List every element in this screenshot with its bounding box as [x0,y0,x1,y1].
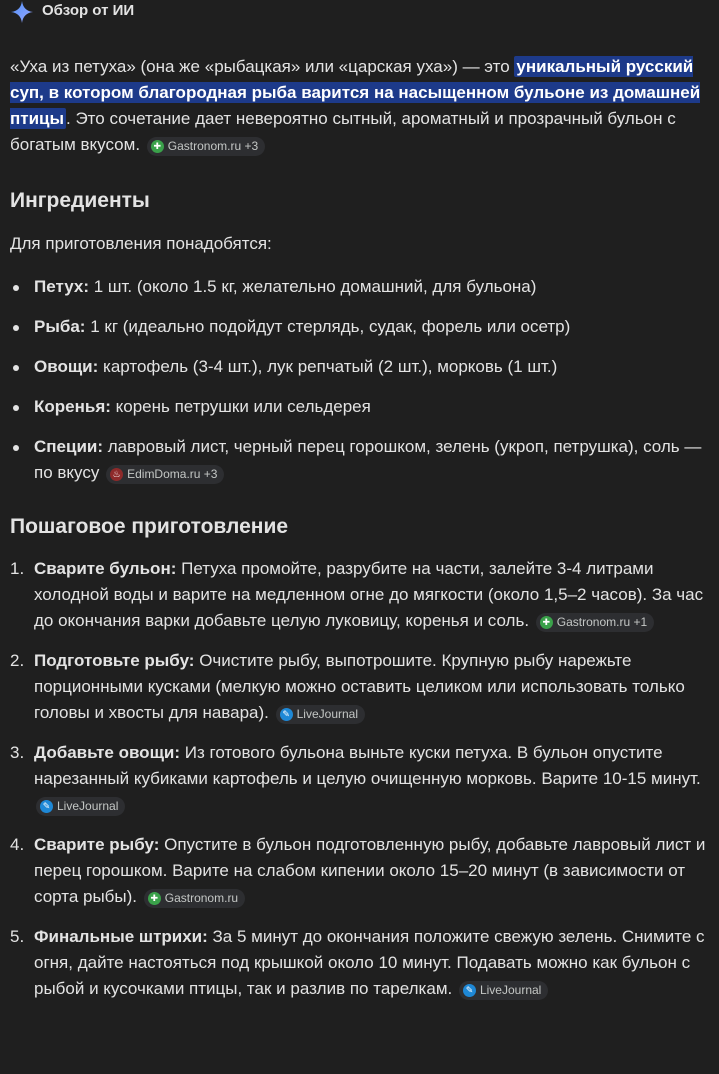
source-chip-label: Gastronom.ru +3 [167,139,259,153]
ingredient-label: Овощи: [34,357,99,376]
ingredients-heading: Ингредиенты [10,189,150,212]
intro-text-before: «Уха из петуха» (она же «рыбацкая» или «царская уха») — это [10,57,515,76]
ingredient-item [10,394,710,420]
ingredient-label: Коренья: [34,397,111,416]
step-item [10,924,710,1002]
step-number: 3. [10,743,25,762]
step-text: Очистите рыбу, выпотрошите. Крупную рыбу нарежьте порционными кусками (мелкую можно оставить целиком или использовать только головы и хвосты для навара). [34,651,685,722]
step-label: Добавьте овощи: [34,743,181,762]
ingredient-text: лавровый лист, черный перец горошком, зелень (укроп, петрушка), соль — по вкусу [34,437,702,482]
step-text: Петуха промойте, разрубите на части, залейте 3-4 литрами холодной воды и варите на медленном огне до мягкости (около 1,5–2 часов). За час до окончания варки добавьте целую луковицу, коренья и соль. [34,559,704,630]
ingredient-text: корень петрушки или сельдерея [115,397,371,416]
gemini-spark-icon [10,0,34,24]
step-number: 4. [10,835,25,854]
source-chip-label: Gastronom.ru [164,891,239,905]
step-text: Опустите в бульон подготовленную рыбу, добавьте лавровый лист и перец горошком. Варите на слабом кипении около 15–20 минут (в зависимости от сорта рыбы). [34,835,706,906]
ingredient-text: 1 кг (идеально подойдут стерлядь, судак, форель или осетр) [90,317,571,336]
ingredient-label: Петух: [34,277,89,296]
ingredient-item [10,314,710,340]
step-number: 5. [10,927,25,946]
step-item [10,740,710,818]
gastronom-favicon-icon: ✚ [151,140,164,153]
intro-paragraph [10,54,710,158]
steps-heading: Пошаговое приготовление [10,515,289,538]
intro-highlight: уникальный русский суп, в котором благородная рыба варится на насыщенном бульоне из домашней птицы [10,57,701,128]
source-chip-label: Gastronom.ru +1 [556,615,648,629]
steps-list [10,556,710,1016]
source-chip[interactable] [144,889,245,908]
step-text: За 5 минут до окончания положите свежую зелень. Снимите с огня, дайте настояться под крышкой около 10 минут. Подавать можно как бульон с рыбой и кусочками птицы, так и разлив по тарелкам. [34,927,705,998]
ingredients-list [10,274,710,500]
edimdoma-favicon-icon: ♨ [110,468,123,481]
ingredient-label: Специи: [34,437,104,456]
ingredient-item [10,274,710,300]
ingredient-text: картофель (3-4 шт.), лук репчатый (2 шт.), морковь (1 шт.) [103,357,558,376]
source-chip-label: LiveJournal [57,799,119,813]
source-chip[interactable] [536,613,654,632]
step-text: Из готового бульона выньте куски петуха. В бульон опустите нарезанный кубиками картофель и целую очищенную морковь. Варите 10-15 минут. [34,743,701,788]
step-item [10,832,710,910]
intro-text-after: . Это сочетание дает невероятно сытный, ароматный и прозрачный бульон с богатым вкусом. [10,109,676,154]
ingredient-label: Рыба: [34,317,86,336]
source-chip[interactable] [459,981,548,1000]
livejournal-favicon-icon: ✎ [40,800,53,813]
source-chip[interactable] [276,705,365,724]
source-chip-label: LiveJournal [296,707,358,721]
ingredient-text: 1 шт. (около 1.5 кг, желательно домашний, для бульона) [93,277,537,296]
gastronom-favicon-icon: ✚ [540,616,553,629]
step-number: 1. [10,559,25,578]
ai-overview-header [10,0,134,24]
source-chip[interactable] [36,797,125,816]
ingredient-item [10,354,710,380]
step-label: Сварите рыбу: [34,835,160,854]
source-chip[interactable] [106,465,224,484]
livejournal-favicon-icon: ✎ [280,708,293,721]
ingredients-lead: Для приготовления понадобятся: [10,234,272,253]
gastronom-favicon-icon: ✚ [148,892,161,905]
step-label: Сварите бульон: [34,559,177,578]
source-chip[interactable] [147,137,265,156]
step-number: 2. [10,651,25,670]
livejournal-favicon-icon: ✎ [463,984,476,997]
step-item [10,648,710,726]
ingredient-item [10,434,710,486]
source-chip-label: EdimDoma.ru +3 [127,467,218,481]
step-label: Подготовьте рыбу: [34,651,195,670]
source-chip-label: LiveJournal [479,983,542,997]
ai-overview-title: Обзор от ИИ [42,1,135,19]
step-item [10,556,710,634]
step-label: Финальные штрихи: [34,927,208,946]
